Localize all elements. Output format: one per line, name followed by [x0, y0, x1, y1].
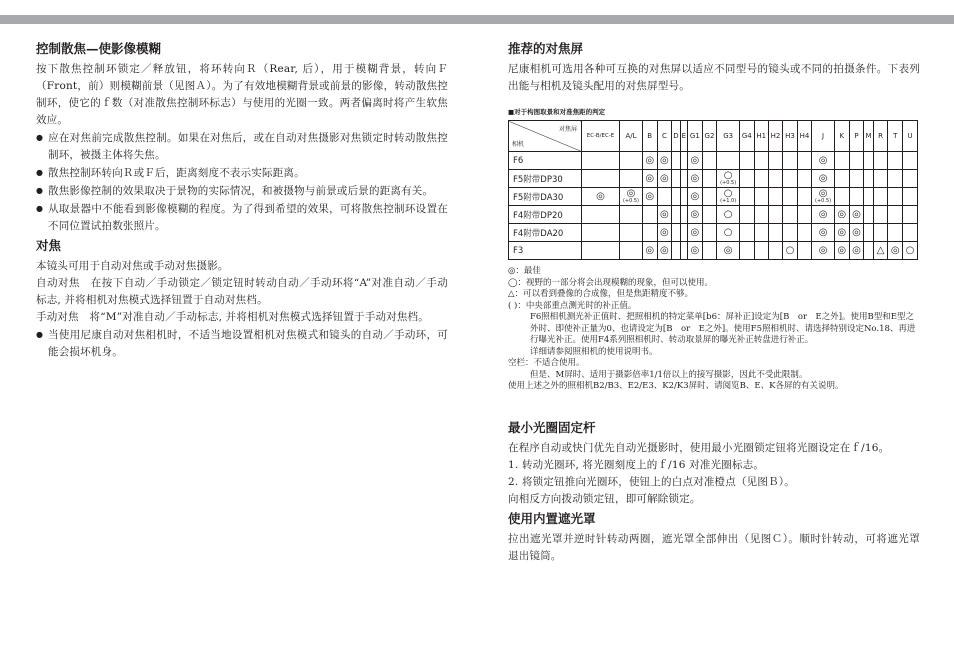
compatibility-cell: [849, 152, 864, 170]
table-header-cell: J: [812, 121, 835, 152]
compatibility-cell: [797, 206, 811, 224]
best-symbol-icon: ◎: [818, 154, 828, 166]
compatibility-cell: [702, 224, 717, 242]
compatibility-cell: [582, 188, 620, 206]
camera-name-cell: F4附带DA20: [509, 224, 582, 242]
table-header-cell: H2: [768, 121, 782, 152]
compatibility-cell: [642, 224, 657, 242]
min-aperture-step-2: 2. 将锁定钮推向光圈环，使钮上的白点对准橙点（见图Ｂ）。: [508, 475, 795, 488]
circle-symbol-icon: ○: [905, 244, 915, 256]
table-body: [509, 152, 918, 260]
compatibility-cell: [688, 152, 703, 170]
compatibility-cell: [768, 242, 782, 260]
correction-value: (+0.5): [622, 198, 639, 204]
compatibility-cell: [620, 224, 643, 242]
corner-screen-label: 对焦屏: [558, 126, 577, 133]
best-symbol-icon: ◎: [818, 244, 828, 256]
compatibility-cell: [783, 152, 798, 170]
best-symbol-icon: ◎: [837, 226, 847, 238]
best-symbol-icon: ◎: [852, 244, 861, 256]
camera-name-cell: F4附带DP20: [509, 206, 582, 224]
compatibility-cell: [834, 188, 849, 206]
compatibility-cell: [873, 152, 888, 170]
compatibility-cell: [642, 152, 657, 170]
compatibility-cell: [620, 242, 643, 260]
compatibility-cell: [812, 188, 835, 206]
compatibility-cell: [768, 224, 782, 242]
legend-line: ( )：中央部重点测光时的补正值。: [508, 300, 637, 311]
best-symbol-icon: ◎: [660, 154, 669, 166]
compatibility-cell: [812, 224, 835, 242]
compatibility-cell: [834, 224, 849, 242]
compatibility-cell: [834, 152, 849, 170]
compatibility-cell: [672, 188, 681, 206]
focusing-note: ● 当使用尼康自动对焦相机时，不适当地设置相机对焦模式和镜头的自动／手动环，可能会损坏机身。: [36, 326, 448, 361]
best-symbol-icon: ◎: [837, 244, 847, 256]
compatibility-cell: [717, 242, 740, 260]
compatibility-cell: [582, 224, 620, 242]
best-symbol-icon: ◎: [690, 244, 700, 256]
best-symbol-icon: ◎: [837, 208, 847, 220]
compatibility-cell: [864, 188, 873, 206]
best-symbol-icon: ◎: [818, 172, 828, 184]
compatibility-cell: [834, 206, 849, 224]
compatibility-cell: [768, 170, 782, 188]
table-header-cell: B: [642, 121, 657, 152]
compatibility-cell: [702, 188, 717, 206]
min-aperture-paragraph: 在程序自动或快门优先自动光摄影时，使用最小光圈锁定钮将光圈设定在ｆ/16。: [508, 441, 890, 454]
lens-hood-title: 使用内置遮光罩: [508, 510, 596, 526]
table-header-cell: T: [888, 121, 903, 152]
best-symbol-icon: ◎: [818, 208, 828, 220]
table-header-cell: A/L: [620, 121, 643, 152]
compatibility-cell: [642, 188, 657, 206]
legend-line: 详细请参阅照相机的使用说明书。: [530, 346, 658, 357]
table-row: [509, 170, 918, 188]
compatibility-cell: [680, 206, 687, 224]
best-symbol-icon: ◎: [690, 208, 700, 220]
compatibility-cell: [657, 206, 672, 224]
compatibility-cell: [849, 206, 864, 224]
compatibility-cell: [740, 242, 755, 260]
autofocus-paragraph: 自动对焦 在按下自动／手动锁定／锁定钮时转动自动／手动环将“A”对准自动／手动标志, 并将相机对焦模式选择钮置于自动对焦档。: [36, 277, 448, 306]
compatibility-cell: [740, 152, 755, 170]
focusing-notes-list: [36, 326, 448, 361]
compatibility-cell: [740, 224, 755, 242]
table-header-cell: H3: [783, 121, 798, 152]
defocus-note: ● 散焦影像控制的效果取决于景物的实际情况，和被摄物与前景或后景的距离有关。: [36, 182, 448, 200]
best-symbol-icon: ◎: [660, 226, 669, 238]
compatibility-cell: [888, 188, 903, 206]
compatibility-cell: [873, 170, 888, 188]
legend-line: 但是、M屏时、适用于摄影倍率1/1倍以上的接写摄影，因此不受此限制。: [530, 369, 808, 380]
compatibility-cell: [620, 170, 643, 188]
compatibility-cell: [702, 206, 717, 224]
compatibility-cell: [582, 170, 620, 188]
compatibility-cell: [888, 206, 903, 224]
focusing-title: 对焦: [36, 238, 62, 253]
compatibility-cell: [582, 206, 620, 224]
legend-line: ◎：最佳: [508, 266, 541, 276]
compatibility-cell: [812, 152, 835, 170]
table-header-cell: K: [834, 121, 849, 152]
compatibility-cell: [797, 170, 811, 188]
compatibility-cell: [768, 188, 782, 206]
circle-symbol-icon: ○: [723, 188, 733, 199]
compatibility-cell: [888, 242, 903, 260]
table-header-cell: C: [657, 121, 672, 152]
defocus-note: ● 从取景器中不能看到影像模糊的程度。为了得到希望的效果，可将散焦控制环设置在不同位置试拍数张照片。: [36, 200, 448, 235]
lens-hood-paragraph: 拉出遮光罩并逆时针转动两圈，遮光罩全部伸出（见图Ｃ）。顺时针转动，可将遮光罩退出镜筒。: [508, 532, 920, 562]
compatibility-cell: [797, 188, 811, 206]
table-header-cell: M: [864, 121, 873, 152]
compatibility-cell: [657, 242, 672, 260]
best-symbol-icon: ◎: [660, 244, 669, 256]
table-header-row: [509, 121, 918, 152]
table-row: [509, 242, 918, 260]
right-column: [508, 40, 920, 565]
table-row: [509, 206, 918, 224]
defocus-note: ● 应在对焦前完成散焦控制。如果在对焦后，或在自动对焦摄影对焦锁定时转动散焦控制环，被摄主体将失焦。: [36, 129, 448, 164]
compatibility-cell: [864, 152, 873, 170]
correction-value: (+1.0): [720, 198, 737, 204]
compatibility-cell: [582, 152, 620, 170]
compatibility-cell: [680, 188, 687, 206]
table-row: [509, 152, 918, 170]
table-header-cell: G3: [717, 121, 740, 152]
left-column: [36, 40, 448, 361]
best-symbol-icon: ◎: [645, 190, 655, 202]
compatibility-cell: [642, 170, 657, 188]
compatibility-cell: [903, 188, 918, 206]
compatibility-cell: [717, 152, 740, 170]
manual-focus-paragraph: 手动对焦 将“M”对准自动／手动标志, 并将相机对焦模式选择钮置于手动对焦档。: [36, 311, 429, 323]
compatibility-cell: [783, 242, 798, 260]
compatibility-cell: [582, 242, 620, 260]
compatibility-cell: [903, 224, 918, 242]
compatibility-cell: [702, 242, 717, 260]
best-symbol-icon: ◎: [890, 244, 900, 256]
camera-name-cell: F6: [509, 152, 582, 170]
best-symbol-icon: ◎: [690, 190, 700, 202]
compatibility-cell: [754, 206, 768, 224]
best-symbol-icon: ◎: [645, 172, 655, 184]
focusing-screen-paragraph: 尼康相机可选用各种可互换的对焦屏以适应不同型号的镜头或不同的拍摄条件。下表列出能与相机及镜头配用的对焦屏型号。: [508, 63, 920, 92]
compatibility-cell: [873, 224, 888, 242]
compatibility-cell: [688, 188, 703, 206]
compatibility-cell: [888, 224, 903, 242]
table-header-cell: U: [903, 121, 918, 152]
defocus-control-title: 控制散焦—使影像模糊: [36, 41, 162, 56]
correction-value: (+0.5): [720, 180, 737, 186]
circle-symbol-icon: ○: [723, 226, 733, 238]
compatibility-cell: [672, 206, 681, 224]
best-symbol-icon: ◎: [852, 208, 861, 220]
compatibility-cell: [740, 206, 755, 224]
table-header-cell: E: [680, 121, 687, 152]
best-symbol-icon: ◎: [818, 226, 828, 238]
compatibility-cell: [620, 206, 643, 224]
legend-line: F6照相机测光补正值时、把照相机的特定菜单[b6：屏补正]设定为[B or E之外]。使用B型和E型之外时、即使补正量为0、也请设定为[B or E之外]。使用F5照相机时、请选择特别设定No.18、再进行曝光补正。使用F4系列照相机时、转动取景屏的曝光补正转盘进行补正。: [530, 312, 916, 345]
compatibility-cell: [672, 152, 681, 170]
compatibility-cell: [797, 224, 811, 242]
defocus-control-paragraph: 按下散焦控制环锁定／释放钮，将环转向Ｒ（Rear, 后），用于模糊背景，转向Ｆ（Front，前）则模糊前景（见图Ａ）。为了有效地模糊背景或前景的影像，转动散焦控制环，使它的ｆ数（对准散焦控制环标志）与使用的光圈一致。两者偏离时将产生软焦效应。: [36, 63, 448, 126]
best-symbol-icon: ◎: [596, 190, 605, 202]
defocus-note: ● 散焦控制环转向Ｒ或Ｆ后，距离刻度不表示实际距离。: [36, 164, 448, 182]
defocus-notes-list: [36, 129, 448, 235]
best-symbol-icon: ◎: [660, 208, 669, 220]
legend-line: 使用上述之外的照相机B2/B3、E2/E3、K2/K3屏时、请阅览B、E、K各屏的有关说明。: [508, 381, 844, 391]
camera-name-cell: F3: [509, 242, 582, 260]
focusing-intro: 本镜头可用于自动对焦或手动对焦摄影。: [36, 260, 229, 272]
focusing-screen-table: [508, 120, 918, 260]
compatibility-cell: [834, 170, 849, 188]
compatibility-cell: [783, 170, 798, 188]
table-header-cell: EC-B/EC-E: [582, 121, 620, 152]
compatibility-cell: [783, 224, 798, 242]
compatibility-cell: [797, 152, 811, 170]
circle-symbol-icon: ○: [785, 244, 795, 256]
best-symbol-icon: ◎: [690, 226, 700, 238]
best-symbol-icon: ◎: [645, 244, 655, 256]
compatibility-cell: [768, 206, 782, 224]
best-symbol-icon: ◎: [723, 244, 733, 256]
compatibility-cell: [812, 206, 835, 224]
table-corner-cell: [509, 121, 582, 152]
legend-line: △：可以看到叠像的合成像，但是焦距精度不够。: [508, 289, 694, 299]
compatibility-cell: [620, 188, 643, 206]
compatibility-cell: [688, 242, 703, 260]
circle-symbol-icon: ○: [723, 208, 733, 220]
compatibility-cell: [903, 206, 918, 224]
compatibility-cell: [657, 224, 672, 242]
compatibility-cell: [680, 242, 687, 260]
corner-camera-label: 相机: [512, 141, 525, 148]
compatibility-cell: [754, 188, 768, 206]
compatibility-cell: [903, 152, 918, 170]
correction-value: (+0.5): [815, 198, 832, 204]
compatibility-cell: [812, 170, 835, 188]
table-row: [509, 224, 918, 242]
best-symbol-icon: ◎: [852, 226, 861, 238]
compatibility-cell: [702, 152, 717, 170]
compatibility-cell: [873, 242, 888, 260]
table-legend: [508, 266, 920, 393]
compatibility-cell: [754, 242, 768, 260]
best-symbol-icon: ◎: [690, 154, 700, 166]
compatibility-cell: [849, 170, 864, 188]
camera-name-cell: F5附带DP30: [509, 170, 582, 188]
table-header-cell: R: [873, 121, 888, 152]
compatibility-cell: [688, 224, 703, 242]
best-symbol-icon: ◎: [690, 172, 700, 184]
table-header-cell: G4: [740, 121, 755, 152]
compatibility-cell: [672, 224, 681, 242]
compatibility-cell: [783, 206, 798, 224]
best-symbol-icon: ◎: [626, 188, 636, 199]
compatibility-cell: [864, 206, 873, 224]
compatibility-cell: [680, 170, 687, 188]
compatibility-cell: [672, 242, 681, 260]
table-header-cell: G2: [702, 121, 717, 152]
compatibility-cell: [672, 170, 681, 188]
compatibility-cell: [754, 152, 768, 170]
compatibility-cell: [754, 170, 768, 188]
compatibility-cell: [717, 188, 740, 206]
min-aperture-release: 向相反方向拨动锁定钮，即可解除锁定。: [508, 492, 701, 505]
compatibility-cell: [864, 242, 873, 260]
circle-symbol-icon: ○: [723, 170, 733, 181]
best-symbol-icon: ◎: [818, 188, 828, 199]
compatibility-cell: [620, 152, 643, 170]
compatibility-cell: [642, 242, 657, 260]
table-caption: ■对于构图取景和对准焦距的判定: [508, 108, 606, 116]
compatibility-cell: [688, 206, 703, 224]
compatibility-cell: [680, 152, 687, 170]
compatibility-cell: [657, 170, 672, 188]
best-symbol-icon: ◎: [645, 154, 655, 166]
compatibility-cell: [797, 242, 811, 260]
compatibility-cell: [903, 242, 918, 260]
compatibility-cell: [903, 170, 918, 188]
compatibility-cell: [888, 152, 903, 170]
compatibility-cell: [783, 188, 798, 206]
camera-name-cell: F5附带DA30: [509, 188, 582, 206]
top-grey-bar: [0, 15, 954, 24]
compatibility-cell: [873, 206, 888, 224]
compatibility-cell: [849, 242, 864, 260]
table-header-cell: H1: [754, 121, 768, 152]
compatibility-cell: [740, 188, 755, 206]
compatibility-cell: [688, 170, 703, 188]
table-header-cell: D: [672, 121, 681, 152]
min-aperture-title: 最小光圈固定杆: [508, 419, 596, 435]
table-header-cell: G1: [688, 121, 703, 152]
table-header-cell: H4: [797, 121, 811, 152]
compatibility-cell: [680, 224, 687, 242]
compatibility-cell: [768, 152, 782, 170]
compatibility-cell: [849, 224, 864, 242]
compatibility-cell: [849, 188, 864, 206]
compatibility-cell: [740, 170, 755, 188]
compatibility-cell: [834, 242, 849, 260]
compatibility-cell: [873, 188, 888, 206]
legend-line: ◯：视野的一部分将会出现模糊的现象，但可以使用。: [508, 277, 714, 288]
compatibility-cell: [717, 206, 740, 224]
compatibility-cell: [702, 170, 717, 188]
compatibility-cell: [864, 224, 873, 242]
compatibility-cell: [657, 152, 672, 170]
focusing-screen-title: 推荐的对焦屏: [508, 41, 584, 56]
compatibility-cell: [754, 224, 768, 242]
min-aperture-step-1: 1. 转动光圈环, 将光圈刻度上的ｆ/16 对准光圈标志。: [508, 458, 765, 471]
compatibility-cell: [717, 224, 740, 242]
compatibility-cell: [717, 170, 740, 188]
compatibility-cell: [812, 242, 835, 260]
best-symbol-icon: ◎: [660, 172, 669, 184]
compatibility-cell: [642, 206, 657, 224]
triangle-symbol-icon: △: [876, 244, 885, 256]
compatibility-cell: [657, 188, 672, 206]
table-header-cell: P: [849, 121, 864, 152]
compatibility-cell: [864, 170, 873, 188]
legend-line: 空栏：不适合使用。: [508, 358, 585, 368]
table-row: [509, 188, 918, 206]
compatibility-cell: [888, 170, 903, 188]
